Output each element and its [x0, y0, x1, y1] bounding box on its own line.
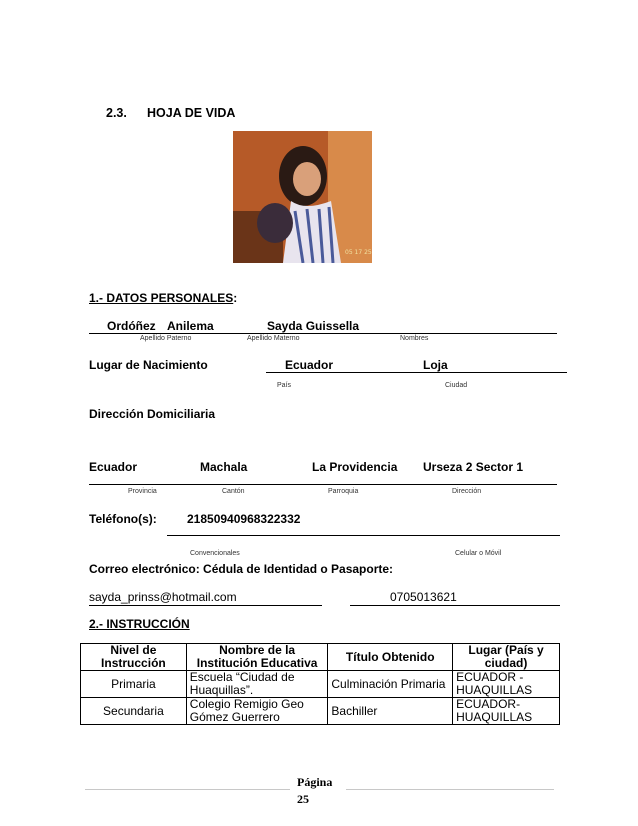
row-nivel: Primaria — [81, 671, 187, 698]
header-titulo: Título Obtenido — [328, 644, 453, 671]
caption-apellido-paterno: Apellido Paterno — [140, 335, 192, 342]
instruccion-heading: 2.- INSTRUCCIÓN — [89, 617, 190, 631]
caption-convencionales: Convencionales — [190, 550, 240, 557]
profile-photo-art — [233, 131, 372, 263]
footer-pagina-label: Página — [297, 775, 333, 789]
caption-canton: Cantón — [222, 488, 245, 495]
row-institucion: Colegio Remigio Geo Gómez Guerrero — [186, 698, 328, 725]
direccion-rule — [89, 484, 557, 485]
caption-celular: Celular o Móvil — [455, 550, 502, 557]
caption-direccion: Dirección — [452, 488, 482, 495]
personal-heading — [89, 291, 237, 305]
svg-text:05 17 25: 05 17 25 — [345, 249, 372, 256]
lugar-rule — [266, 372, 567, 373]
section-number: 2.3. — [106, 106, 127, 120]
personal-heading-colon: : — [233, 291, 238, 305]
row-titulo: Culminación Primaria — [328, 671, 453, 698]
apellido-paterno-value: Ordóñez — [107, 319, 156, 333]
caption-parroquia: Parroquia — [328, 488, 359, 495]
instruccion-table — [80, 643, 560, 725]
correo-label: Correo electrónico: Cédula de Identidad o Pasaporte: — [89, 562, 394, 576]
footer-rule-left — [85, 789, 290, 790]
cedula-rule — [350, 605, 560, 606]
apellido-materno-value: Anilema — [167, 319, 214, 333]
caption-pais: País — [277, 382, 292, 389]
caption-ciudad: Ciudad — [445, 382, 468, 389]
row-lugar: ECUADOR - HUAQUILLAS — [453, 671, 560, 698]
name-rule — [89, 333, 557, 334]
caption-apellido-materno: Apellido Materno — [247, 335, 300, 342]
pais-value: Ecuador — [285, 358, 334, 372]
telefono-label: Teléfono(s): — [89, 512, 157, 526]
row-lugar: ECUADOR- HUAQUILLAS — [453, 698, 560, 725]
section-title: HOJA DE VIDA — [147, 106, 236, 120]
table-header-row — [81, 644, 560, 671]
table-row — [81, 671, 560, 698]
cedula-value: 0705013621 — [390, 590, 457, 604]
correo-rule — [89, 605, 322, 606]
provincia-value: Ecuador — [89, 460, 138, 474]
ciudad-value: Loja — [423, 358, 448, 372]
correo-value: sayda_prinss@hotmail.com — [89, 590, 237, 604]
table-row — [81, 698, 560, 725]
direccion-value: Urseza 2 Sector 1 — [423, 460, 524, 474]
header-institucion: Nombre de la Institución Educativa — [186, 644, 328, 671]
telefono-value: 21850940968322332 — [187, 512, 301, 526]
row-institucion: Escuela “Ciudad de Huaquillas”. — [186, 671, 328, 698]
caption-nombres: Nombres — [400, 335, 429, 342]
profile-photo — [233, 131, 372, 263]
telefono-rule — [167, 535, 560, 536]
personal-heading-text: 1.- DATOS PERSONALES — [89, 291, 234, 305]
header-lugar: Lugar (País y ciudad) — [453, 644, 560, 671]
lugar-label: Lugar de Nacimiento — [89, 358, 208, 372]
nombres-value: Sayda Guissella — [267, 319, 360, 333]
canton-value: Machala — [200, 460, 248, 474]
footer-page-number: 25 — [297, 792, 309, 806]
caption-provincia: Provincia — [128, 488, 157, 495]
footer-rule-right — [346, 789, 554, 790]
direccion-label: Dirección Domiciliaria — [89, 407, 216, 421]
header-nivel: Nivel de Instrucción — [81, 644, 187, 671]
parroquia-value: La Providencia — [312, 460, 398, 474]
row-nivel: Secundaria — [81, 698, 187, 725]
row-titulo: Bachiller — [328, 698, 453, 725]
